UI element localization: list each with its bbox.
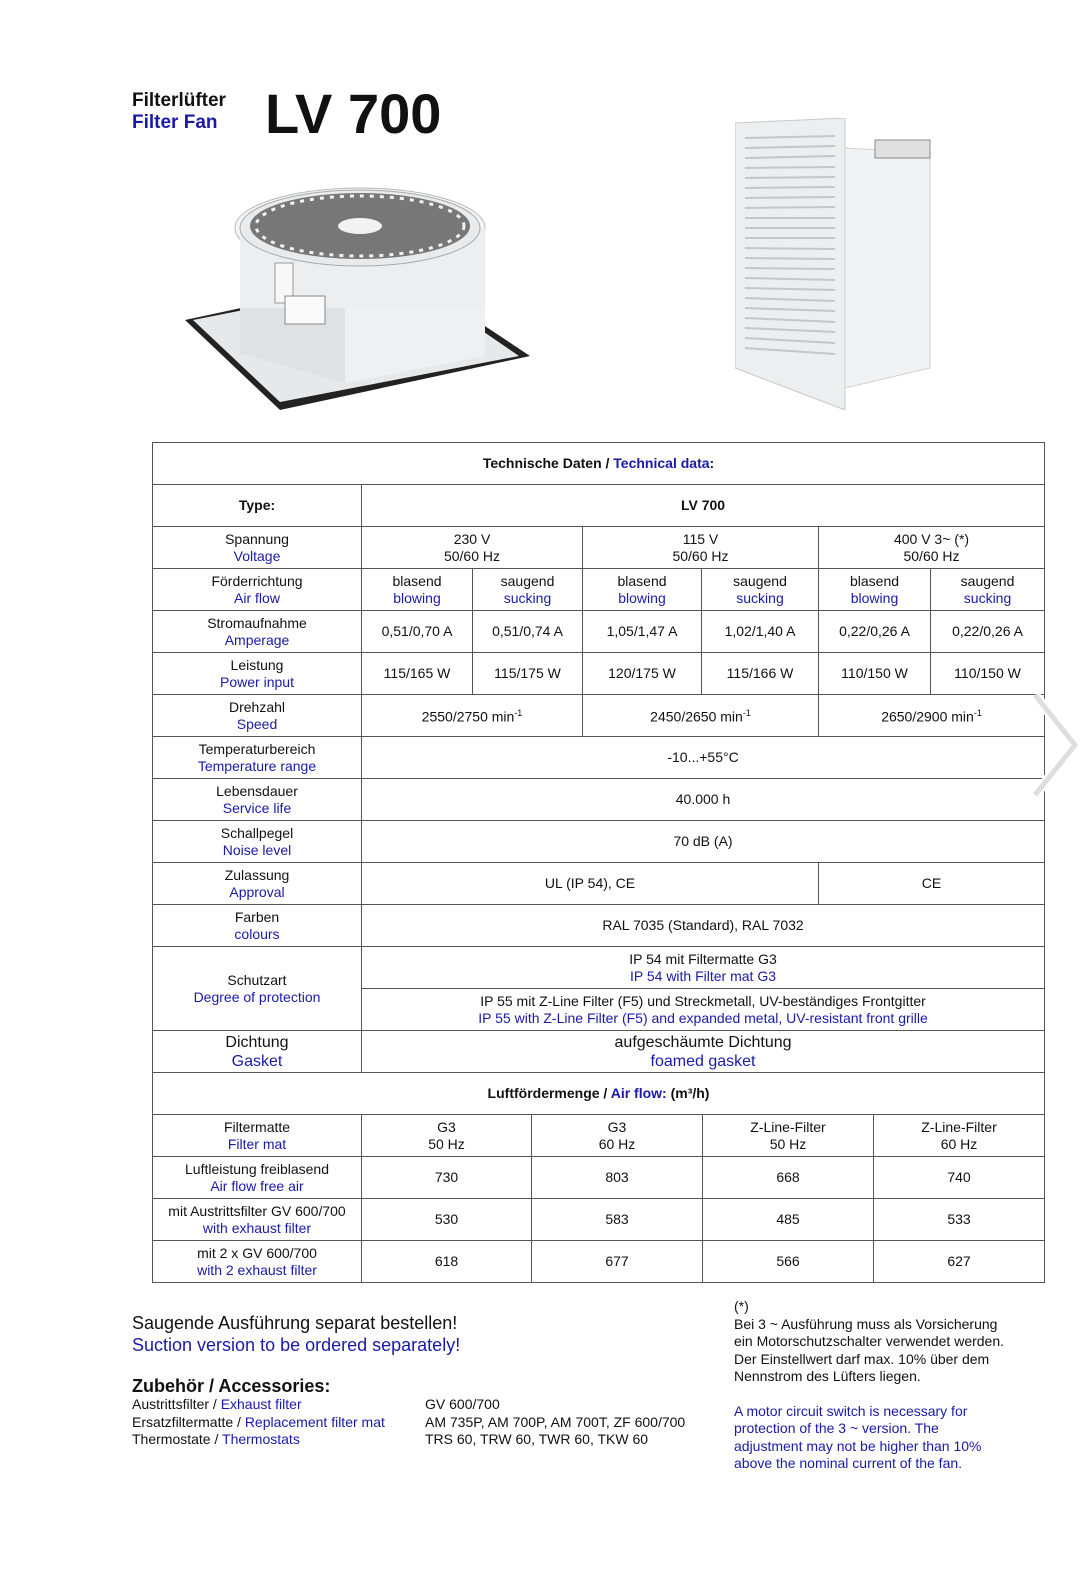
footnote bbox=[734, 1298, 1004, 1473]
power-value: 120/175 W bbox=[583, 653, 702, 695]
accessory-value: AM 735P, AM 700P, AM 700T, ZF 600/700 bbox=[425, 1413, 686, 1430]
amperage-value: 0,51/0,70 A bbox=[362, 611, 473, 653]
airflow-value: 803 bbox=[532, 1157, 703, 1199]
airflow-value: 530 bbox=[362, 1199, 532, 1241]
approval-label: Zulassung Approval bbox=[153, 863, 362, 905]
speed-value: 2450/2650 $\min^{-1}$ bbox=[583, 695, 819, 737]
power-value: 115/175 W bbox=[473, 653, 583, 695]
temperature-label: Temperaturbereich Temperature range bbox=[153, 737, 362, 779]
protection-row bbox=[153, 947, 1045, 989]
filtermat-label: Filtermatte Filter mat bbox=[153, 1115, 362, 1157]
order-note-de: Saugende Ausführung separat bestellen! bbox=[132, 1313, 458, 1333]
blowing-cell: blasend blowing bbox=[583, 569, 702, 611]
tech-title-row bbox=[153, 443, 1045, 485]
airflow-value: 668 bbox=[703, 1157, 874, 1199]
footnote-line-en: above the nominal current of the fan. bbox=[734, 1455, 963, 1471]
noise-value: 70 dB (A) bbox=[362, 821, 1045, 863]
footnote-marker: (*) bbox=[734, 1298, 749, 1314]
footnote-line-en: adjustment may not be higher than 10% bbox=[734, 1437, 982, 1454]
voltage-label: Spannung Voltage bbox=[153, 527, 362, 569]
voltage-115: 115 V 50/60 Hz bbox=[583, 527, 819, 569]
sucking-cell: saugend sucking bbox=[931, 569, 1045, 611]
accessories-labels bbox=[132, 1396, 385, 1449]
colours-row bbox=[153, 905, 1045, 947]
amperage-value: 1,05/1,47 A bbox=[583, 611, 702, 653]
airflow-row-label: Luftleistung freiblasend Air flow free air bbox=[153, 1157, 362, 1199]
next-page-chevron-icon[interactable] bbox=[1020, 690, 1080, 800]
airflow-title: Luftfördermenge / Air flow: (m³/h) bbox=[153, 1073, 1045, 1115]
airflow-direction-row bbox=[153, 569, 1045, 611]
accessory-label: Ersatzfiltermatte / Replacement filter mat bbox=[132, 1413, 385, 1430]
speed-value: 2650/2900 $\min^{-1}$ bbox=[819, 695, 1045, 737]
voltage-230: 230 V 50/60 Hz bbox=[362, 527, 583, 569]
type-row bbox=[153, 485, 1045, 527]
power-value: 115/166 W bbox=[702, 653, 819, 695]
noise-label: Schallpegel Noise level bbox=[153, 821, 362, 863]
airflow-value: 583 bbox=[532, 1199, 703, 1241]
power-row bbox=[153, 653, 1045, 695]
approval-value: UL (IP 54), CE bbox=[362, 863, 819, 905]
amperage-value: 0,22/0,26 A bbox=[819, 611, 931, 653]
technical-data-table bbox=[152, 442, 1045, 1073]
blowing-cell: blasend blowing bbox=[819, 569, 931, 611]
filtermat-col: G3 50 Hz bbox=[362, 1115, 532, 1157]
amperage-value: 1,02/1,40 A bbox=[702, 611, 819, 653]
service-life-row bbox=[153, 779, 1045, 821]
airflow-value: 566 bbox=[703, 1241, 874, 1283]
order-note bbox=[132, 1312, 460, 1356]
power-value: 110/150 W bbox=[819, 653, 931, 695]
speed-value: 2550/2750 $\min^{-1}$ bbox=[362, 695, 583, 737]
service-life-value: 40.000 h bbox=[362, 779, 1045, 821]
amperage-row bbox=[153, 611, 1045, 653]
footnote-line: Der Einstellwert darf max. 10% über dem bbox=[734, 1350, 990, 1367]
temperature-row bbox=[153, 737, 1045, 779]
service-life-label: Lebensdauer Service life bbox=[153, 779, 362, 821]
footnote-line: Nennstrom des Lüfters liegen. bbox=[734, 1368, 921, 1384]
footnote-line: ein Motorschutzschalter verwendet werden. bbox=[734, 1333, 1005, 1349]
tech-title: Technische Daten / Technical data: bbox=[153, 443, 1045, 485]
footnote-line-en: A motor circuit switch is necessary for bbox=[734, 1402, 968, 1419]
voltage-400: 400 V 3~ (*) 50/60 Hz bbox=[819, 527, 1045, 569]
airflow-value: 618 bbox=[362, 1241, 532, 1283]
noise-row bbox=[153, 821, 1045, 863]
airflow-exhaust-row bbox=[153, 1199, 1045, 1241]
filtermat-col: Z-Line-Filter 60 Hz bbox=[874, 1115, 1045, 1157]
amperage-value: 0,22/0,26 A bbox=[931, 611, 1045, 653]
sucking-cell: saugend sucking bbox=[473, 569, 583, 611]
airflow-row-label: mit 2 x GV 600/700 with 2 exhaust filter bbox=[153, 1241, 362, 1283]
airflow-row-label: mit Austrittsfilter GV 600/700 with exhaust filter bbox=[153, 1199, 362, 1241]
footnote-line-en: protection of the 3 ~ version. The bbox=[734, 1420, 939, 1436]
airflow-2-exhaust-row bbox=[153, 1241, 1045, 1283]
gasket-value: aufgeschäumte Dichtung foamed gasket bbox=[362, 1031, 1045, 1073]
footnote-line: Bei 3 ~ Ausführung muss als Vorsicherung bbox=[734, 1315, 998, 1332]
amperage-label: Stromaufnahme Amperage bbox=[153, 611, 362, 653]
product-name-en: Filter Fan bbox=[132, 112, 218, 133]
blowing-cell: blasend blowing bbox=[362, 569, 473, 611]
gasket-label: Dichtung Gasket bbox=[153, 1031, 362, 1073]
filtermat-col: G3 60 Hz bbox=[532, 1115, 703, 1157]
accessories-values bbox=[425, 1396, 685, 1449]
accessory-value: GV 600/700 bbox=[425, 1396, 500, 1412]
temperature-value: -10...+55°C bbox=[362, 737, 1045, 779]
airflow-free-row bbox=[153, 1157, 1045, 1199]
accessories-title: Zubehör / Accessories: bbox=[132, 1376, 331, 1396]
airflow-title-row bbox=[153, 1073, 1045, 1115]
amperage-value: 0,51/0,74 A bbox=[473, 611, 583, 653]
airflow-value: 740 bbox=[874, 1157, 1045, 1199]
sucking-cell: saugend sucking bbox=[702, 569, 819, 611]
product-header bbox=[132, 82, 442, 145]
airflow-value: 730 bbox=[362, 1157, 532, 1199]
airflow-label: Förderrichtung Air flow bbox=[153, 569, 362, 611]
order-note-en: Suction version to be ordered separately! bbox=[132, 1335, 461, 1355]
speed-label: Drehzahl Speed bbox=[153, 695, 362, 737]
fan-front-grille-photo bbox=[735, 118, 945, 410]
colours-label: Farben colours bbox=[153, 905, 362, 947]
power-value: 115/165 W bbox=[362, 653, 473, 695]
approval-value: CE bbox=[819, 863, 1045, 905]
product-model-title: LV 700 bbox=[265, 82, 442, 145]
airflow-value: 677 bbox=[532, 1241, 703, 1283]
airflow-value: 485 bbox=[703, 1199, 874, 1241]
product-name-de: Filterlüfter bbox=[132, 90, 226, 111]
colours-value: RAL 7035 (Standard), RAL 7032 bbox=[362, 905, 1045, 947]
power-label: Leistung Power input bbox=[153, 653, 362, 695]
airflow-table bbox=[152, 1072, 1045, 1283]
filtermat-row bbox=[153, 1115, 1045, 1157]
type-label: Type: bbox=[153, 485, 362, 527]
speed-row bbox=[153, 695, 1045, 737]
filtermat-col: Z-Line-Filter 50 Hz bbox=[703, 1115, 874, 1157]
type-value: LV 700 bbox=[362, 485, 1045, 527]
fan-rear-photo bbox=[185, 178, 530, 410]
airflow-value: 627 bbox=[874, 1241, 1045, 1283]
approval-row bbox=[153, 863, 1045, 905]
protection-label: Schutzart Degree of protection bbox=[153, 947, 362, 1031]
power-value: 110/150 W bbox=[931, 653, 1045, 695]
gasket-row bbox=[153, 1031, 1045, 1073]
accessory-label: Austrittsfilter / Exhaust filter bbox=[132, 1396, 302, 1412]
protection-ip55: IP 55 mit Z-Line Filter (F5) und Streckmetall, UV-beständiges Frontgitter IP 55 with Z-Line Filter (F5) and expanded metal, UV-resistant front grille bbox=[362, 989, 1045, 1031]
protection-ip54: IP 54 mit Filtermatte G3 IP 54 with Filter mat G3 bbox=[362, 947, 1045, 989]
voltage-row bbox=[153, 527, 1045, 569]
airflow-value: 533 bbox=[874, 1199, 1045, 1241]
accessory-value: TRS 60, TRW 60, TWR 60, TKW 60 bbox=[425, 1431, 649, 1447]
accessory-label: Thermostate / Thermostats bbox=[132, 1431, 300, 1447]
